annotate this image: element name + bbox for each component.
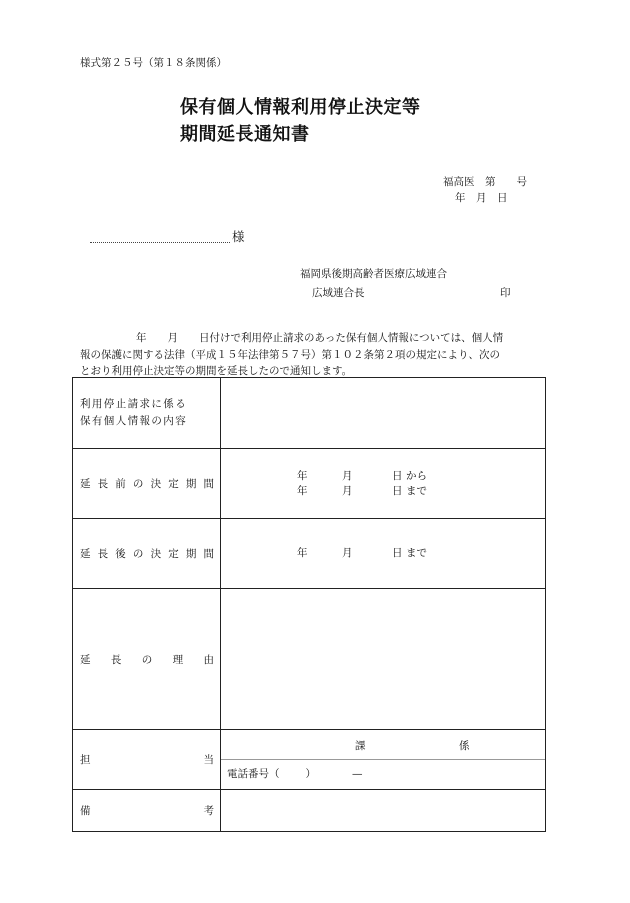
section-mark: 課 xyxy=(355,740,366,752)
row-remarks xyxy=(73,790,546,832)
period-from-line xyxy=(297,469,545,484)
label-char: 期 xyxy=(185,478,197,490)
label-char: 定 xyxy=(168,548,179,560)
period-to-line xyxy=(297,546,545,561)
row-personal-info xyxy=(73,378,546,449)
to-mark: まで xyxy=(406,484,427,497)
document-title-line1: 保有個人情報利用停止決定等 xyxy=(180,97,421,118)
label-char: 間 xyxy=(203,548,214,560)
issuer-title: 広域連合長 xyxy=(312,287,365,299)
section-line xyxy=(221,730,545,760)
addressee-honorific: 様 xyxy=(232,229,245,244)
field-contact[interactable] xyxy=(221,730,546,790)
field-reason[interactable] xyxy=(221,589,546,730)
label-char: 担 xyxy=(80,754,91,766)
month-mark: 月 xyxy=(342,484,353,497)
to-mark: まで xyxy=(406,547,427,559)
year-mark: 年 xyxy=(297,547,308,559)
month-mark: 月 xyxy=(342,547,353,559)
row-period-after xyxy=(73,519,546,589)
notice-body-line3: とおり利用停止決定等の期間を延長したので通知します。 xyxy=(80,365,353,377)
label-char: の xyxy=(132,548,144,560)
label-char: 延 xyxy=(80,548,91,560)
label-char: 決 xyxy=(150,478,162,490)
label-char: 間 xyxy=(203,478,214,490)
label-char: 考 xyxy=(203,805,214,817)
form-number: 様式第２５号（第１８条関係） xyxy=(80,57,227,69)
document-number: 福高医 第 号 xyxy=(443,176,527,188)
label-char: 長 xyxy=(110,653,122,666)
label-char: 長 xyxy=(97,548,109,560)
field-remarks[interactable] xyxy=(221,790,546,832)
notice-body xyxy=(80,330,546,380)
year-mark: 年 xyxy=(297,484,308,497)
day-mark: 日 xyxy=(392,469,403,482)
field-period-after[interactable] xyxy=(221,519,546,589)
phone-label: 電話番号（ xyxy=(227,768,280,780)
row-period-before xyxy=(73,449,546,519)
label-period-after xyxy=(73,519,221,589)
row-contact xyxy=(73,730,546,790)
year-mark: 年 xyxy=(297,469,308,482)
notice-body-line2: 報の保護に関する法律（平成１５年法律第５７号）第１０２条第２項の規定により、次の xyxy=(80,348,500,361)
label-char: 当 xyxy=(203,754,214,766)
notice-body-line1: 年 月 日付けで利用停止請求のあった保有個人情報については、個人情 xyxy=(136,332,504,344)
label-char: 定 xyxy=(168,478,179,490)
label-char: 期 xyxy=(185,548,197,560)
notice-form-table xyxy=(72,377,546,832)
label-char: 延 xyxy=(80,653,91,666)
label-personal-info-a: 利用停止請求に係る xyxy=(80,398,188,410)
label-char: 後 xyxy=(115,548,126,560)
label-remarks xyxy=(73,790,221,832)
issuer-organization: 福岡県後期高齢者医療広域連合 xyxy=(300,268,447,280)
field-period-before[interactable] xyxy=(221,449,546,519)
label-char: 由 xyxy=(203,653,214,666)
label-char: 長 xyxy=(97,478,109,490)
field-personal-info[interactable] xyxy=(221,378,546,449)
label-reason xyxy=(73,589,221,730)
row-reason xyxy=(73,589,546,730)
label-char: の xyxy=(132,478,144,490)
label-personal-info xyxy=(73,378,221,449)
addressee-name-line xyxy=(90,242,230,243)
label-personal-info-b: 保有個人情報の内容 xyxy=(80,415,188,427)
label-contact xyxy=(73,730,221,790)
label-char: の xyxy=(141,653,153,666)
from-mark: から xyxy=(406,469,427,482)
issue-date: 年 月 日 xyxy=(455,192,508,204)
month-mark: 月 xyxy=(342,469,353,482)
label-char: 前 xyxy=(115,478,126,490)
day-mark: 日 xyxy=(392,547,403,559)
phone-line xyxy=(221,760,545,789)
unit-mark: 係 xyxy=(459,740,470,752)
label-char: 延 xyxy=(80,478,91,490)
label-char: 決 xyxy=(150,548,162,560)
document-title-line2: 期間延長通知書 xyxy=(180,124,310,145)
period-to-line xyxy=(297,484,545,499)
label-char: 備 xyxy=(80,805,91,817)
phone-dash: — xyxy=(352,768,363,780)
phone-paren-close: ） xyxy=(305,768,316,780)
label-char: 理 xyxy=(172,653,184,666)
label-period-before xyxy=(73,449,221,519)
seal-mark: 印 xyxy=(500,287,511,299)
day-mark: 日 xyxy=(392,484,403,497)
